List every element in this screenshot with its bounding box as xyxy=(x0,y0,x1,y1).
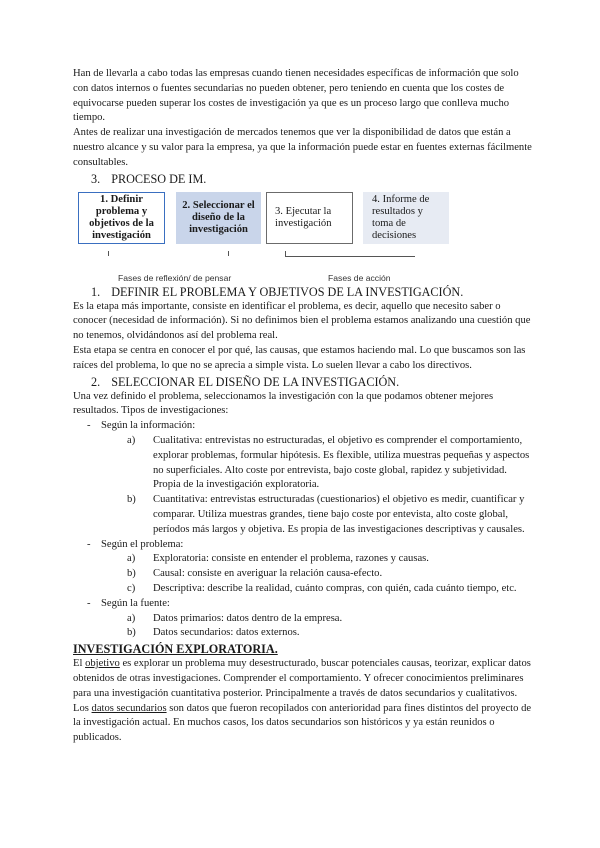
exploratoria-paragraph-2: Los datos secundarios son datos que fueron recopilados con anterioridad para fines distintos del proyecto de la investigación actual. En muchos casos, los datos secundarios son históricos y ya están reunidos o publicados. xyxy=(73,702,532,744)
step-box-select: 2. Seleccionar el diseño de la investigación xyxy=(176,192,261,244)
intro-paragraph-1: Han de llevarla a cabo todas las empresas cuando tienen necesidades específicas de información que solo con datos internos o fuentes secundarias no pueden obtener, pero teniendo en cuenta que los costes de equivocarse pueden superar los costes de investigación ya que es un proceso largo que conlleva mucho tiempo. xyxy=(73,68,519,124)
section-number: 2. xyxy=(91,374,101,389)
dash-marker: - xyxy=(87,420,91,432)
section-number: 3. xyxy=(91,171,101,186)
step-box-execute: 3. Ejecutar la investigación xyxy=(266,192,353,244)
step-box-define: 1. Definir problema y objetivos de la investigación xyxy=(78,192,165,244)
bracket-tick xyxy=(228,251,229,256)
definir-paragraph-1: Es la etapa más importante, consiste en identificar el problema, es decir, aquello que necesito saber o conocer (necesidad de información). Si no definimos bien el problema estamos analizando una cuestión que no tenemos, olvidándonos así del problema real. xyxy=(73,300,531,342)
section-heading-proceso xyxy=(73,171,533,187)
phase-label-reflection: Fases de reflexión/ de pensar xyxy=(118,272,232,283)
section-title: PROCESO DE IM. xyxy=(111,171,207,186)
section-heading-definir xyxy=(73,284,533,300)
list-item: a) Datos primarios: datos dentro de la empresa. xyxy=(127,612,343,624)
list-item: b) Causal: consiste en averiguar la relación causa-efecto. xyxy=(127,568,383,580)
bracket-tick xyxy=(108,251,109,256)
term-objetivo: objetivo xyxy=(85,658,120,670)
term-datos-secundarios: datos secundarios xyxy=(91,702,167,714)
list-item: c) Descriptiva: describe la realidad, cuánto compras, con quién, cada cuánto tiempo, etc. xyxy=(127,582,517,594)
phase-label-action: Fases de acción xyxy=(328,272,391,283)
list-item: - Según el problema: xyxy=(73,538,533,553)
list-item: - Según la información: xyxy=(73,419,533,434)
action-bracket-line xyxy=(285,256,415,257)
list-item: a) Cualitativa: entrevistas no estructuradas, el objetivo es comprender el comportamiento, explorar problemas, formular hipótesis. Es flexible, utiliza muestras pequeñas y aspectos no superficiales. Alto coste por entrevista, bajo coste global, rapidez y subjetividad. Propia de la investigación exploratoria. xyxy=(127,434,530,491)
document-page xyxy=(73,67,533,746)
process-diagram xyxy=(73,188,533,284)
dash-marker: - xyxy=(87,597,91,609)
definir-paragraph-2: Esta etapa se centra en conocer el por qué, las causas, que estamos haciendo mal. Lo que buscamos son las raíces del problema, lo que no se aprecia a simple vista. Lo suelen llevar a cabo los directivos. xyxy=(73,344,526,371)
list-item: - Según la fuente: xyxy=(73,597,533,612)
dash-marker: - xyxy=(87,538,91,550)
list-item: a) Exploratoria: consiste en entender el problema, razones y causas. xyxy=(127,553,429,565)
section-title: DEFINIR EL PROBLEMA Y OBJETIVOS DE LA INVESTIGACIÓN. xyxy=(111,284,464,299)
section-number: 1. xyxy=(91,284,101,299)
list-item: b) Cuantitativa: entrevistas estructuradas (cuestionarios) el objetivo es medir, cuantificar y comparar. Utiliza muestras grandes, tiene bajo coste por entevista, alto coste global, períodos más largos y objetiva. Es propia de las investigaciones descriptivas y causales. xyxy=(127,494,525,535)
seleccionar-paragraph-1: Una vez definido el problema, seleccionamos la investigación con la que podamos obtener mejores resultados. Tipos de investigaciones: xyxy=(73,390,494,417)
intro-paragraph-2: Antes de realizar una investigación de mercados tenemos que ver la disponibilidad de datos que están a nuestro alcance y su valor para la empresa, ya que la información puede estar en fuentes externas fácilmente consultables. xyxy=(73,127,532,168)
step-box-report: 4. Informe de resultados y toma de decisiones xyxy=(363,192,449,244)
section-heading-seleccionar xyxy=(73,374,533,390)
heading-exploratoria: INVESTIGACIÓN EXPLORATORIA. xyxy=(73,642,278,657)
section-title: SELECCIONAR EL DISEÑO DE LA INVESTIGACIÓN. xyxy=(111,374,400,389)
exploratoria-paragraph-1: El objetivo es explorar un problema muy desestructurado, buscar potenciales causas, teorizar, explicar datos obtenidos de otras investigaciones. Comprender el comportamiento. Y ofrecer conocimientos preliminares para una investigación cuantitativa posterior. Principalmente a través de datos secundarios y cualitativos. xyxy=(73,658,531,699)
list-item: b) Datos secundarios: datos externos. xyxy=(127,627,300,639)
